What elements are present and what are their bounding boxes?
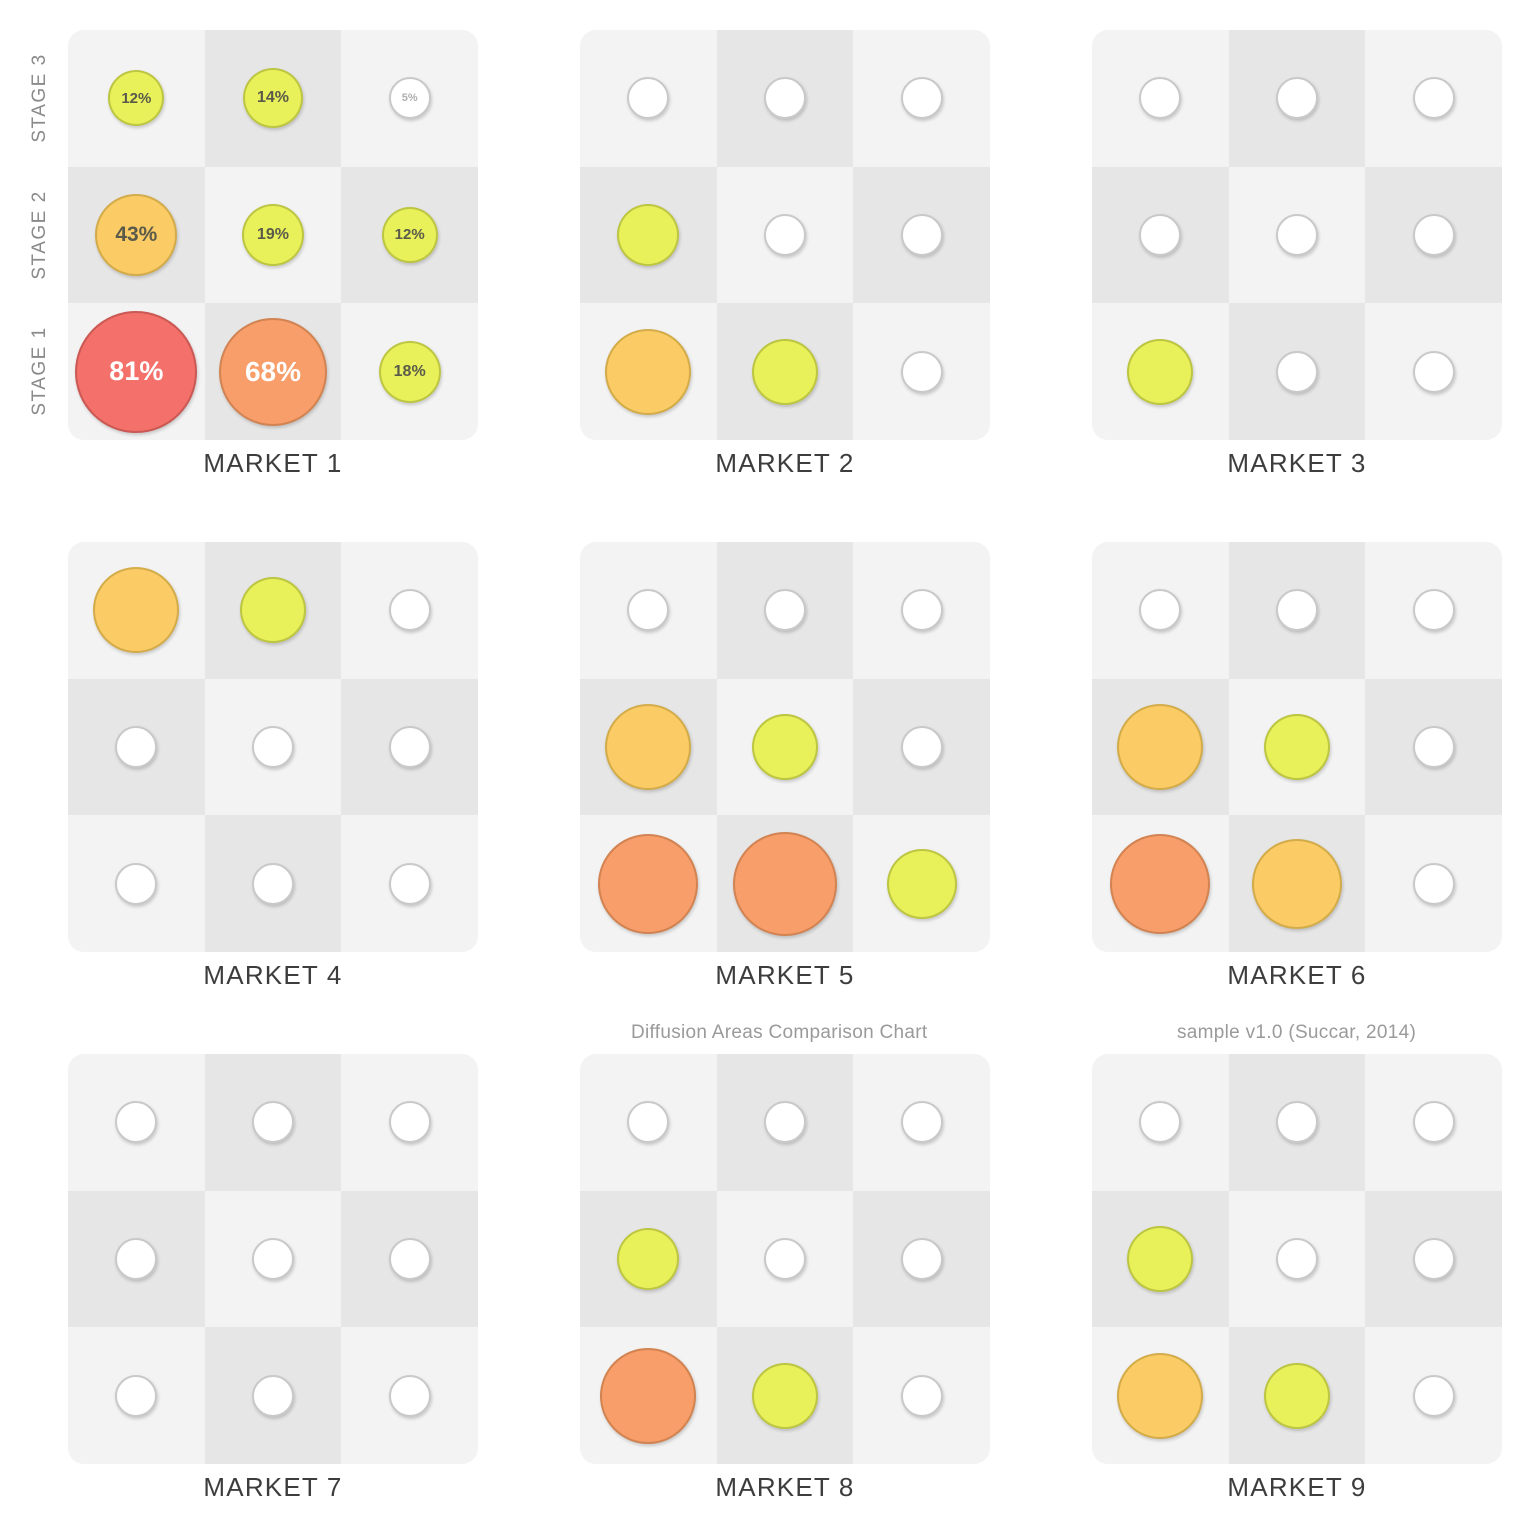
bubble[interactable]: [1117, 704, 1203, 790]
market-panel: [68, 1054, 478, 1502]
bubble[interactable]: [252, 1375, 294, 1417]
matrix-cell[interactable]: [1365, 679, 1502, 816]
matrix-cell[interactable]: [205, 815, 342, 952]
bubble-value: 5%: [401, 91, 418, 104]
matrix-cell[interactable]: [68, 542, 205, 679]
market-matrix: [68, 1054, 478, 1464]
market-panel: [68, 30, 478, 478]
bubble[interactable]: [764, 214, 806, 256]
matrix-cell[interactable]: [1229, 679, 1366, 816]
matrix-cell[interactable]: [853, 167, 990, 304]
bubble[interactable]: [1139, 77, 1181, 119]
bubble[interactable]: [1110, 834, 1210, 934]
bubble[interactable]: [1264, 1363, 1330, 1429]
matrix-cell[interactable]: [1092, 167, 1229, 304]
market-label: MARKET 6: [1227, 960, 1367, 990]
bubble[interactable]: [1276, 1238, 1318, 1280]
bubble[interactable]: [219, 318, 327, 426]
bubble[interactable]: [75, 311, 197, 433]
matrix-cell[interactable]: [1092, 542, 1229, 679]
matrix-cell[interactable]: [580, 167, 717, 304]
bubble[interactable]: [1264, 714, 1330, 780]
bubble[interactable]: [389, 589, 431, 631]
market-label: MARKET 1: [203, 448, 343, 478]
matrix-cell[interactable]: [717, 1191, 854, 1328]
market-matrix: [580, 30, 990, 440]
matrix-cell[interactable]: [580, 542, 717, 679]
matrix-cell[interactable]: [1229, 30, 1366, 167]
bubble[interactable]: [764, 1101, 806, 1143]
market-panel: [580, 30, 990, 478]
market-matrix: [580, 1054, 990, 1464]
bubble-value: 12%: [394, 226, 425, 244]
bubble[interactable]: [93, 567, 179, 653]
market-panel: [68, 542, 478, 990]
bubble[interactable]: [389, 1375, 431, 1417]
bubble[interactable]: [752, 339, 818, 405]
bubble[interactable]: [1413, 351, 1455, 393]
matrix-cell[interactable]: [1092, 679, 1229, 816]
bubble[interactable]: [252, 1101, 294, 1143]
bubble-value: 68%: [244, 355, 301, 387]
matrix-cell[interactable]: [68, 1191, 205, 1328]
bubble[interactable]: [605, 329, 691, 415]
market-panel: [1092, 1054, 1502, 1502]
matrix-cell[interactable]: [1229, 167, 1366, 304]
matrix-cell[interactable]: [580, 1191, 717, 1328]
bubble[interactable]: [1139, 214, 1181, 256]
matrix-cell[interactable]: [1365, 542, 1502, 679]
bubble-value: 14%: [256, 89, 289, 107]
matrix-cell[interactable]: [717, 303, 854, 440]
matrix-cell[interactable]: [1365, 1327, 1502, 1464]
matrix-cell[interactable]: [341, 1191, 478, 1328]
bubble[interactable]: [95, 194, 177, 276]
matrix-cell[interactable]: [580, 815, 717, 952]
bubble[interactable]: [901, 589, 943, 631]
bubble[interactable]: [382, 207, 438, 263]
matrix-cell[interactable]: [717, 815, 854, 952]
matrix-cell[interactable]: [1365, 167, 1502, 304]
market-panel: [580, 542, 990, 990]
matrix-cell[interactable]: [341, 542, 478, 679]
bubble[interactable]: [901, 351, 943, 393]
matrix-cell[interactable]: [853, 1191, 990, 1328]
bubble[interactable]: [1276, 77, 1318, 119]
market-label: MARKET 5: [715, 960, 855, 990]
bubble[interactable]: [764, 1238, 806, 1280]
bubble[interactable]: [379, 341, 441, 403]
matrix-cell[interactable]: [1092, 30, 1229, 167]
bubble[interactable]: [1413, 1238, 1455, 1280]
bubble[interactable]: [115, 1375, 157, 1417]
bubble[interactable]: [1276, 214, 1318, 256]
bubble[interactable]: [252, 726, 294, 768]
bubble-value: 81%: [109, 356, 164, 387]
matrix-cell[interactable]: [717, 1327, 854, 1464]
market-panel: [580, 1054, 990, 1502]
bubble[interactable]: [901, 726, 943, 768]
bubble[interactable]: [598, 834, 698, 934]
matrix-cell[interactable]: [853, 1327, 990, 1464]
matrix-cell[interactable]: [68, 303, 205, 440]
bubble[interactable]: [1139, 1101, 1181, 1143]
bubble[interactable]: [1127, 339, 1193, 405]
row-header-stage-1: STAGE 1: [29, 327, 50, 417]
bubble[interactable]: [252, 863, 294, 905]
bubble[interactable]: [389, 1238, 431, 1280]
bubble[interactable]: [1117, 1353, 1203, 1439]
bubble[interactable]: [1413, 1101, 1455, 1143]
matrix-cell[interactable]: [205, 679, 342, 816]
matrix-cell[interactable]: [205, 1191, 342, 1328]
matrix-cell[interactable]: [580, 1054, 717, 1191]
matrix-cell[interactable]: [341, 1327, 478, 1464]
market-label: MARKET 3: [1227, 448, 1367, 478]
bubble[interactable]: [605, 704, 691, 790]
matrix-cell[interactable]: [68, 815, 205, 952]
market-panel: [1092, 542, 1502, 990]
bubble[interactable]: [627, 589, 669, 631]
matrix-cell[interactable]: [853, 815, 990, 952]
market-matrix: [68, 542, 478, 952]
matrix-cell[interactable]: [853, 679, 990, 816]
market-matrix: [580, 542, 990, 952]
row-header-stage-2: STAGE 2: [29, 190, 50, 280]
bubble[interactable]: [764, 77, 806, 119]
matrix-cell[interactable]: [1092, 303, 1229, 440]
bubble[interactable]: [887, 849, 957, 919]
matrix-cell[interactable]: [1229, 542, 1366, 679]
bubble[interactable]: [1127, 1226, 1193, 1292]
matrix-cell[interactable]: [717, 167, 854, 304]
bubble[interactable]: [752, 1363, 818, 1429]
market-label: MARKET 7: [203, 1472, 343, 1502]
matrix-cell[interactable]: [1229, 1327, 1366, 1464]
matrix-cell[interactable]: [717, 542, 854, 679]
matrix-cell[interactable]: [68, 679, 205, 816]
matrix-cell[interactable]: [341, 679, 478, 816]
bubble[interactable]: [617, 1228, 679, 1290]
row-headers: [18, 30, 62, 440]
matrix-cell[interactable]: [1092, 1054, 1229, 1191]
bubble[interactable]: [1413, 1375, 1455, 1417]
bubble[interactable]: [389, 77, 431, 119]
row-header-stage-3: STAGE 3: [29, 53, 50, 143]
matrix-cell[interactable]: [341, 303, 478, 440]
bubble[interactable]: [1413, 589, 1455, 631]
bubble[interactable]: [1276, 351, 1318, 393]
bubble[interactable]: [243, 68, 303, 128]
matrix-cell[interactable]: [1365, 30, 1502, 167]
market-panel: [1092, 30, 1502, 478]
matrix-cell[interactable]: [853, 30, 990, 167]
market-matrix: [1092, 1054, 1502, 1464]
matrix-cell[interactable]: [1092, 1327, 1229, 1464]
bubble[interactable]: [627, 1101, 669, 1143]
market-label: MARKET 9: [1227, 1472, 1367, 1502]
bubble[interactable]: [252, 1238, 294, 1280]
matrix-cell[interactable]: [205, 303, 342, 440]
matrix-cell[interactable]: [1365, 303, 1502, 440]
bubble[interactable]: [752, 714, 818, 780]
bubble[interactable]: [1139, 589, 1181, 631]
matrix-cell[interactable]: [580, 303, 717, 440]
matrix-cell[interactable]: [341, 167, 478, 304]
matrix-cell[interactable]: [1229, 303, 1366, 440]
bubble-value: 19%: [256, 225, 289, 243]
market-label: MARKET 2: [715, 448, 855, 478]
matrix-cell[interactable]: [68, 1054, 205, 1191]
bubble[interactable]: [240, 577, 306, 643]
matrix-cell[interactable]: [68, 167, 205, 304]
matrix-cell[interactable]: [205, 1054, 342, 1191]
bubble[interactable]: [1276, 589, 1318, 631]
matrix-cell[interactable]: [1092, 815, 1229, 952]
bubble[interactable]: [115, 1238, 157, 1280]
version-note: sample v1.0 (Succar, 2014): [1177, 1022, 1417, 1043]
bubble-value: 43%: [115, 223, 158, 247]
bubble[interactable]: [1413, 214, 1455, 256]
bubble[interactable]: [901, 1375, 943, 1417]
matrix-cell[interactable]: [1229, 815, 1366, 952]
bubble[interactable]: [242, 204, 304, 266]
matrix-cell[interactable]: [580, 1327, 717, 1464]
market-matrix: [1092, 542, 1502, 952]
matrix-cell[interactable]: [68, 30, 205, 167]
matrix-cell[interactable]: [341, 815, 478, 952]
bubble[interactable]: [1413, 77, 1455, 119]
market-label: MARKET 8: [715, 1472, 855, 1502]
matrix-cell[interactable]: [717, 30, 854, 167]
matrix-cell[interactable]: [1365, 1054, 1502, 1191]
bubble[interactable]: [115, 863, 157, 905]
bubble[interactable]: [389, 863, 431, 905]
matrix-cell[interactable]: [205, 542, 342, 679]
bubble[interactable]: [901, 1238, 943, 1280]
bubble[interactable]: [389, 1101, 431, 1143]
bubble[interactable]: [600, 1348, 696, 1444]
matrix-cell[interactable]: [1229, 1054, 1366, 1191]
bubble[interactable]: [1276, 1101, 1318, 1143]
matrix-cell[interactable]: [341, 1054, 478, 1191]
matrix-cell[interactable]: [717, 1054, 854, 1191]
bubble[interactable]: [115, 1101, 157, 1143]
matrix-cell[interactable]: [1229, 1191, 1366, 1328]
matrix-cell[interactable]: [717, 679, 854, 816]
matrix-cell[interactable]: [1092, 1191, 1229, 1328]
matrix-cell[interactable]: [1365, 815, 1502, 952]
bubble-value: 18%: [393, 362, 426, 380]
matrix-cell[interactable]: [580, 30, 717, 167]
matrix-cell[interactable]: [68, 1327, 205, 1464]
bubble[interactable]: [901, 214, 943, 256]
matrix-cell[interactable]: [853, 303, 990, 440]
bubble[interactable]: [389, 726, 431, 768]
matrix-cell[interactable]: [341, 30, 478, 167]
bubble[interactable]: [627, 77, 669, 119]
bubble[interactable]: [764, 589, 806, 631]
bubble[interactable]: [1413, 726, 1455, 768]
matrix-cell[interactable]: [205, 167, 342, 304]
bubble[interactable]: [1413, 863, 1455, 905]
matrix-cell[interactable]: [205, 1327, 342, 1464]
matrix-cell[interactable]: [205, 30, 342, 167]
market-label: MARKET 4: [203, 960, 343, 990]
market-matrix: [1092, 30, 1502, 440]
bubble[interactable]: [108, 70, 164, 126]
bubble[interactable]: [617, 204, 679, 266]
matrix-cell[interactable]: [853, 1054, 990, 1191]
bubble[interactable]: [1252, 839, 1342, 929]
matrix-cell[interactable]: [1365, 1191, 1502, 1328]
bubble[interactable]: [115, 726, 157, 768]
chart-title-note: Diffusion Areas Comparison Chart: [631, 1022, 928, 1043]
bubble[interactable]: [901, 1101, 943, 1143]
bubble-value: 12%: [121, 89, 152, 107]
market-matrix: [68, 30, 478, 440]
bubble[interactable]: [901, 77, 943, 119]
matrix-cell[interactable]: [853, 542, 990, 679]
matrix-cell[interactable]: [580, 679, 717, 816]
bubble[interactable]: [733, 832, 837, 936]
